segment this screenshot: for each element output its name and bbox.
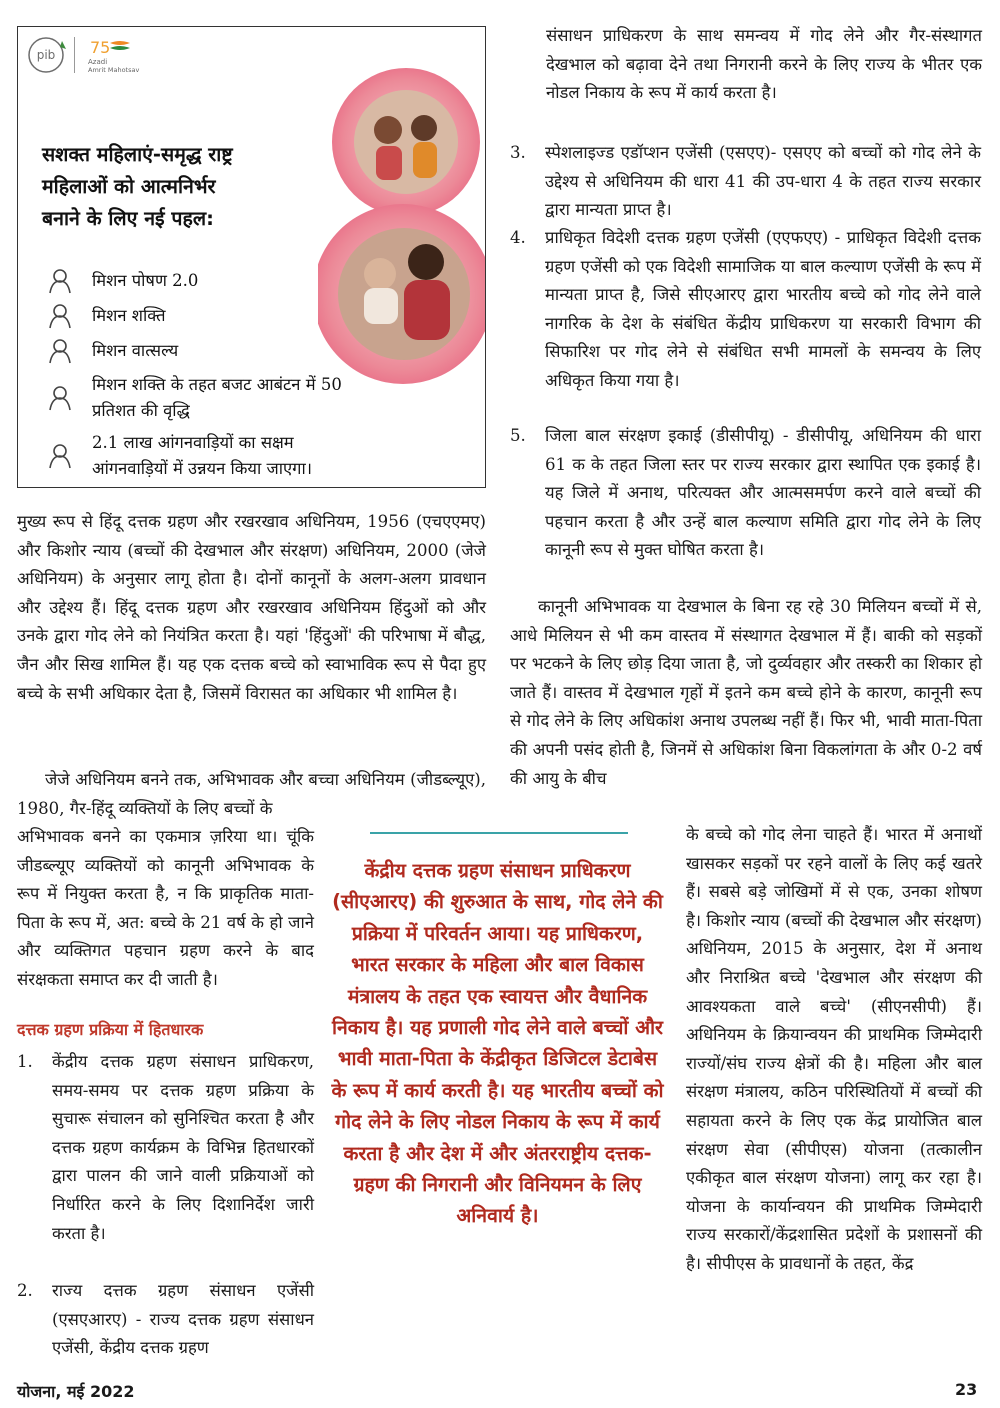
body-paragraph: मुख्य रूप से हिंदू दत्तक ग्रहण और रखरखाव अधिनियम, 1956 (एचएएमए) और किशोर न्याय (बच्चों की देखभाल और संरक्षण) अधिनियम, 2000 (जेजे अधिनियम) के अनुसार लागू होता है। दोनों कानूनों के अलग-अलग प्रावधान और उद्देश्य हैं। हिंदू दत्तक ग्रहण और रखरखाव अधिनियम हिंदुओं को और उनके द्वारा गोद लेने को नियंत्रित करता है। यहां 'हिंदुओं' की परिभाषा में बौद्ध, जैन और सिख शामिल हैं। यह एक दत्तक बच्चे को स्वाभाविक रूप से पैदा हुए बच्चे के सभी अधिकार देता है, जिसमें विरासत का अधिकार भी शामिल है। [17, 512, 486, 703]
infographic-box [17, 26, 486, 488]
list-item: 5. जिला बाल संरक्षण इकाई (डीसीपीयू) - डीसीपीयू, अधिनियम की धारा 61 क के तहत जिला स्तर पर राज्य सरकार द्वारा स्थापित एक इकाई है। यह जिले में अनाथ, परित्यक्त और आत्मसमर्पण करने वाले बच्चों की पहचान करता है और उन्हें बाल कल्याण समिति द्वारा गोद लेने के लिए कानूनी रूप से मुक्त घोषित करता है। [510, 426, 981, 560]
women-photo [354, 90, 458, 194]
list-item: 3. स्पेशलाइज्ड एडॉप्शन एजेंसी (एसएए)- एसएए को बच्चों को गोद लेने के उद्देश्य से अधिनियम की धारा 41 की उप-धारा 4 के तहत राज्य सरकार द्वारा मान्यता प्राप्त है। [510, 143, 981, 220]
list-item: 4. प्राधिकृत विदेशी दत्तक ग्रहण एजेंसी (एएफएए) - प्राधिकृत विदेशी दत्तक ग्रहण एजेंसी को एक विदेशी सामाजिक या बाल कल्याण एजेंसी के रूप में मान्यता प्राप्त है, जिसे सीएआरए द्वारा भारतीय बच्चे को गोद लेने वाले नागरिक के देश के संबंधित केंद्रीय प्राधिकरण या सरकारी विभाग की सिफारिश पर गोद लेने से संबंधित सभी मामलों के समन्वय के लिए अधिकृत किया गया है। [510, 228, 981, 390]
body-paragraph-continued: के बच्चे को गोद लेना चाहते हैं। भारत में अनाथों खासकर सड़कों पर रहने वालों के लिए कई खतरे हैं। सबसे बड़े जोखिमों में से एक, उनका शोषण है। किशोर न्याय (बच्चों की देखभाल और संरक्षण) अधिनियम, 2015 के अनुसार, देश में अनाथ और निराश्रित बच्चे 'देखभाल और संरक्षण की आवश्यकता वाले बच्चे' (सीएनसीपी) हैं। अधिनियम के क्रियान्वयन की प्राथमिक जिम्मेदारी राज्यों/संघ राज्य क्षेत्रों की है। महिला और बाल संरक्षण मंत्रालय, कठिन परिस्थितियों में बच्चों की सहायता करने के लिए एक केंद्र प्रायोजित बाल संरक्षण सेवा (सीपीएस) योजना (तत्कालीन एकीकृत बाल संरक्षण योजना) लागू कर रहा है। योजना के कार्यान्वयन की प्राथमिक जिम्मेदारी राज्य सरकारों/केंद्रशासित प्रदेशों के प्रशासनों की है। सीपीएस के प्रावधानों के तहत, केंद्र [686, 825, 982, 1273]
body-paragraph: जेजे अधिनियम बनने तक, अभिभावक और बच्चा अधिनियम (जीडब्ल्यूए), 1980, गैर-हिंदू व्यक्तियों के लिए बच्चों के [17, 770, 486, 818]
stakeholders-heading: दत्तक ग्रहण प्रक्रिया में हितधारक [17, 1020, 204, 1039]
svg-text:pib: pib [36, 48, 56, 62]
woman-icon [46, 337, 74, 365]
mission-item: 2.1 लाख आंगनवाड़ियों का सक्षम आंगनवाड़ियों में उन्नयन किया जाएगा। [46, 430, 376, 482]
azadi-ka-amrit-mahotsav-logo [84, 35, 144, 75]
list-item-continued: संसाधन प्राधिकरण के साथ समन्वय में गोद लेने और गैर-संस्थागत देखभाल को बढ़ावा देने तथा निगरानी करने के लिए राज्य के भीतर एक नोडल निकाय के रूप में कार्य करता है। [546, 26, 982, 103]
body-paragraph-continued: अभिभावक बनने का एकमात्र ज़रिया था। चूंकि जीडब्ल्यूए व्यक्तियों को कानूनी अभिभावक के रूप में नियुक्त करता है, न कि प्राकृतिक माता-पिता के रूप में, अत: बच्चे के 21 वर्ष के हो जाने और व्यक्तिगत पहचान ग्रहण करने के बाद संरक्षकता समाप्त कर दी जाती है। [17, 827, 314, 989]
mission-item: मिशन शक्ति [46, 302, 366, 330]
svg-text:75: 75 [90, 38, 111, 57]
list-item: 1. केंद्रीय दत्तक ग्रहण संसाधन प्राधिकरण, समय-समय पर दत्तक ग्रहण प्रक्रिया के सुचारू संचालन को सुनिश्चित करता है और दत्तक ग्रहण कार्यक्रम के विभिन्न हितधारकों द्वारा पालन की जाने वाली प्रक्रियाओं को निर्धारित करने के लिए दिशानिर्देश जारी करता है। [17, 1052, 314, 1243]
woman-icon [46, 442, 74, 470]
pullquote: केंद्रीय दत्तक ग्रहण संसाधन प्राधिकरण (सीएआरए) की शुरुआत के साथ, गोद लेने की प्रक्रिया में परिवर्तन आया। यह प्राधिकरण, भारत सरकार के महिला और बाल विकास मंत्रालय के तहत एक स्वायत्त और वैधानिक निकाय है। यह प्रणाली गोद लेने वाले बच्चों और भावी माता-पिता के केंद्रीकृत डिजिटल डेटाबेस के रूप में कार्य करती है। यह भारतीय बच्चों को गोद लेने के लिए नोडल निकाय के रूप में कार्य करता है और देश में और अंतरराष्ट्रीय दत्तक-ग्रहण की निगरानी और विनियमन के लिए अनिवार्य है। [331, 859, 664, 1228]
page-number: 23 [955, 1380, 978, 1399]
woman-icon [46, 384, 74, 412]
svg-text:Amrit Mahotsav: Amrit Mahotsav [88, 66, 140, 74]
pullquote-top-rule [370, 832, 628, 834]
mission-item: मिशन पोषण 2.0 [46, 267, 366, 295]
mission-item: मिशन शक्ति के तहत बजट आबंटन में 50 प्रतिशत की वृद्धि [46, 372, 356, 424]
pib-logo [26, 35, 70, 75]
body-paragraph: कानूनी अभिभावक या देखभाल के बिना रह रहे 30 मिलियन बच्चों में से, आधे मिलियन से भी कम वास्तव में संस्थागत देखभाल में हैं। बाकी को सड़कों पर भटकने के लिए छोड़ दिया जाता है, जो दुर्व्यवहार और तस्करी का शिकार हो जाते हैं। वास्तव में देखभाल गृहों में इतने कम बच्चे होने के कारण, कानूनी रूप से गोद लेने के लिए अधिकांश अनाथ उपलब्ध नहीं हैं। फिर भी, भावी माता-पिता की अपनी पसंद होती है, जिनमें से अधिकांश बिना विकलांगता के और 0-2 वर्ष की आयु के बीच [510, 597, 982, 788]
footer-publication: योजना, मई 2022 [17, 1382, 135, 1401]
woman-icon [46, 302, 74, 330]
woman-icon [46, 267, 74, 295]
infobox-title: सशक्त महिलाएं-समृद्ध राष्ट्र महिलाओं को आत्मनिर्भर बनाने के लिए नई पहल: [42, 143, 233, 230]
svg-text:Azadi: Azadi [88, 58, 108, 66]
list-item: 2. राज्य दत्तक ग्रहण संसाधन एजेंसी (एसएआरए) - राज्य दत्तक ग्रहण संसाधन एजेंसी, केंद्रीय दत्तक ग्रहण [17, 1281, 314, 1358]
logo-divider [74, 37, 75, 73]
mission-item: मिशन वात्सल्य [46, 337, 366, 365]
